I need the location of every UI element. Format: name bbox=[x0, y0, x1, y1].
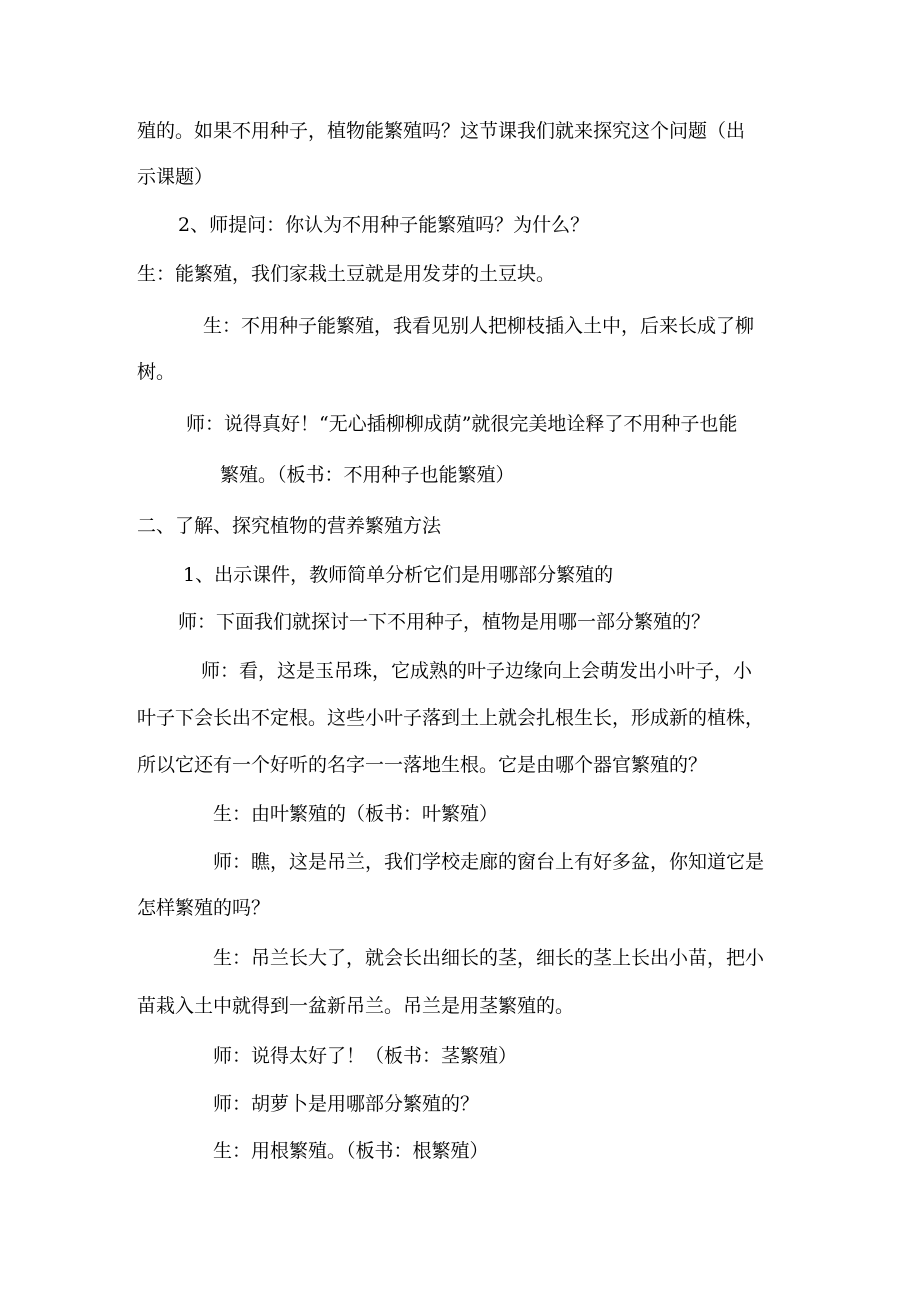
paragraph-line: 繁殖。（板书：不用种子也能繁殖） bbox=[220, 464, 515, 486]
paragraph-line: 苗栽入土中就得到一盆新吊兰。吊兰是用茎繁殖的。 bbox=[137, 995, 575, 1017]
paragraph-line: 师：胡萝卜是用哪部分繁殖的？ bbox=[213, 1093, 480, 1115]
paragraph-line: 怎样繁殖的吗？ bbox=[137, 897, 271, 919]
paragraph-line: 殖的。如果不用种子，植物能繁殖吗？这节课我们就来探究这个问题（出 bbox=[137, 120, 746, 142]
paragraph-line: 1、出示课件，教师简单分析它们是用哪部分繁殖的 bbox=[183, 564, 614, 586]
paragraph-line: 师：说得真好！“无心插柳柳成荫”就很完美地诠释了不用种子也能 bbox=[186, 413, 738, 435]
paragraph-line: 2、师提问：你认为不用种子能繁殖吗？为什么？ bbox=[178, 214, 590, 236]
paragraph-line: 师：说得太好了！（板书：茎繁殖） bbox=[213, 1045, 518, 1067]
paragraph-line: 二、了解、探究植物的营养繁殖方法 bbox=[137, 515, 442, 537]
paragraph-line: 生：用根繁殖。（板书：根繁殖） bbox=[213, 1140, 489, 1162]
paragraph-line: 师：下面我们就探讨一下不用种子，植物是用哪一部分繁殖的？ bbox=[178, 611, 711, 633]
paragraph-line: 生：由叶繁殖的（板书：叶繁殖） bbox=[213, 803, 499, 825]
paragraph-line: 树。 bbox=[137, 361, 176, 383]
paragraph-line: 叶子下会长出不定根。这些小叶子落到土上就会扎根生长，形成新的植株， bbox=[137, 707, 765, 729]
paragraph-line: 生：能繁殖，我们家栽土豆就是用发芽的土豆块。 bbox=[137, 263, 556, 285]
paragraph-line: 师：瞧，这是吊兰，我们学校走廊的窗台上有好多盆，你知道它是 bbox=[213, 851, 765, 873]
paragraph-line: 师：看，这是玉吊珠，它成熟的叶子边缘向上会萌发出小叶子，小 bbox=[201, 660, 753, 682]
paragraph-line: 所以它还有一个好听的名字一一落地生根。它是由哪个器官繁殖的？ bbox=[137, 754, 708, 776]
paragraph-line: 生：吊兰长大了，就会长出细长的茎，细长的茎上长出小苗，把小 bbox=[213, 947, 765, 969]
paragraph-line: 生：不用种子能繁殖，我看见别人把柳枝插入土中，后来长成了柳 bbox=[203, 315, 755, 337]
paragraph-line: 示课题） bbox=[137, 166, 214, 188]
